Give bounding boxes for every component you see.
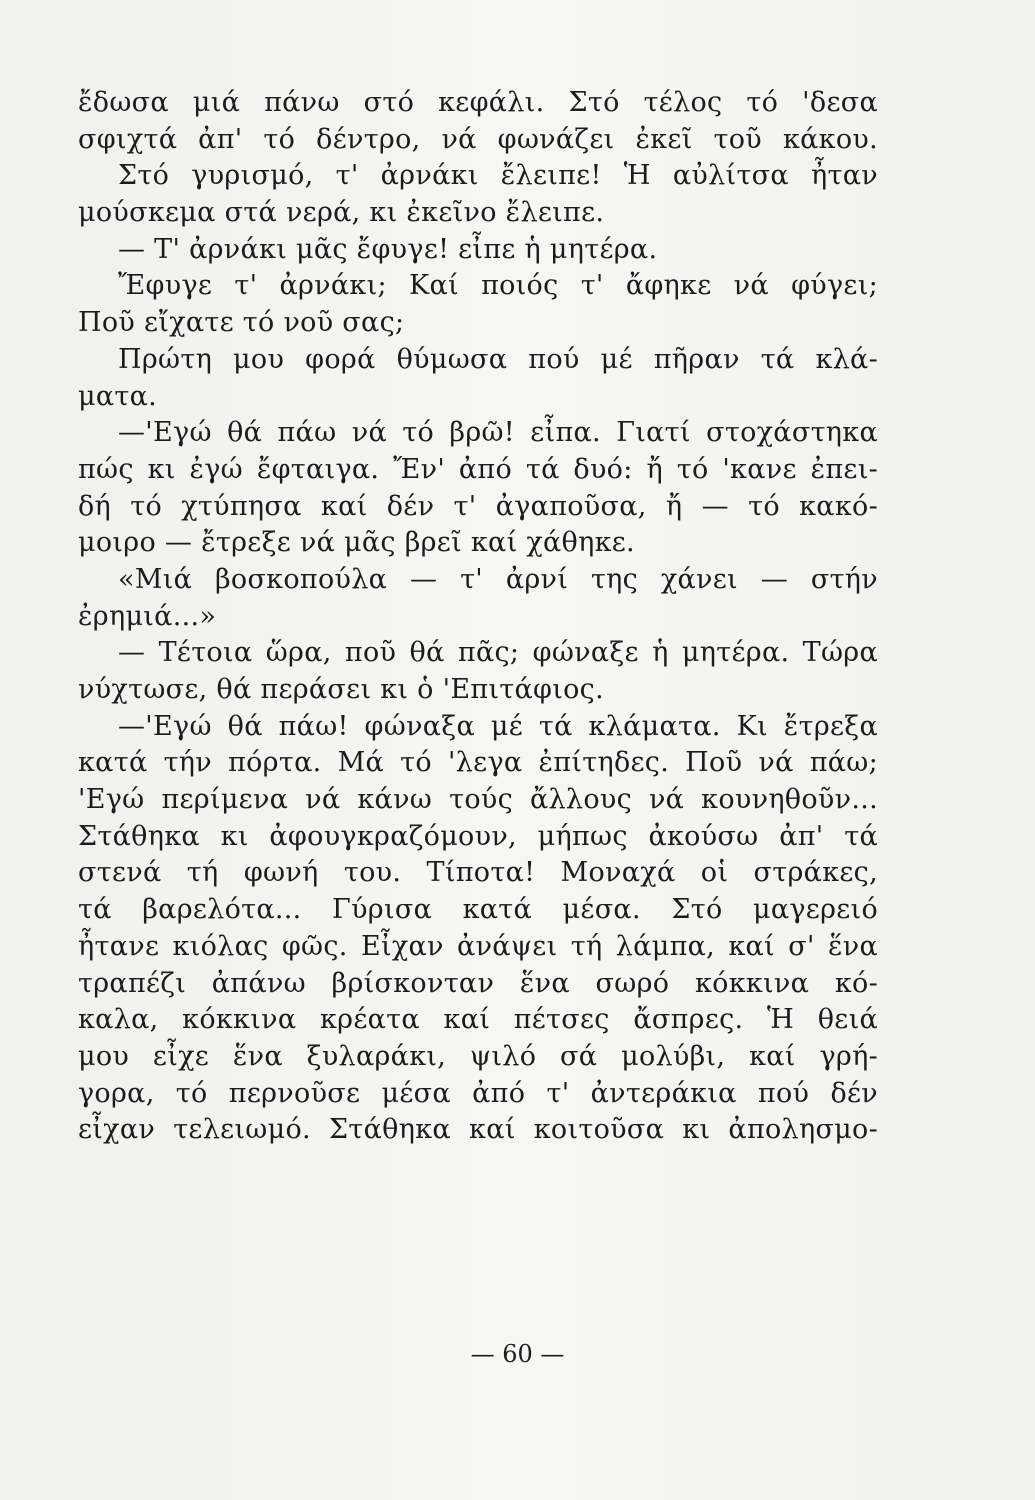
text-line: —'Εγώ θά πάω! φώναξα μέ τά κλάματα. Κι ἔτρεξα — [118, 710, 878, 742]
text-line: ἦτανε κιόλας φῶς. Εἶχαν ἀνάψει τή λάμπα, καί σ' ἕνα — [78, 930, 878, 962]
text-line: γορα, τό περνοῦσε μέσα ἀπό τ' ἀντεράκια πού δέν — [78, 1077, 878, 1109]
text-line: ἔδωσα μιά πάνω στό κεφάλι. Στό τέλος τό 'δεσα — [78, 87, 878, 118]
text-line: τραπέζι ἀπάνω βρίσκονταν ἕνα σωρό κόκκινα κό- — [78, 967, 878, 999]
text-line: δή τό χτύπησα καί δέν τ' ἀγαποῦσα, ἤ — τό κακό- — [78, 490, 878, 522]
text-line: Στό γυρισμό, τ' ἀρνάκι ἔλειπε! Ἡ αὐλίτσα ἦταν — [118, 160, 878, 192]
text-line: μοιρο — ἔτρεξε νά μᾶς βρεῖ καί χάθηκε. — [78, 527, 635, 559]
text-line: στενά τή φωνή του. Τίποτα! Μοναχά οἱ στράκες, — [78, 857, 878, 889]
text-line: μούσκεμα στά νερά, κι ἐκεῖνο ἔλειπε. — [78, 197, 605, 229]
text-line: — Τέτοια ὥρα, ποῦ θά πᾶς; φώναξε ἡ μητέρα. Τώρα — [118, 637, 878, 669]
text-line: Ἔφυγε τ' ἀρνάκι; Καί ποιός τ' ἄφηκε νά φύγει; — [118, 270, 878, 302]
text-line: κατά τήν πόρτα. Μά τό 'λεγα ἐπίτηδες. Ποῦ νά πάω; — [78, 747, 878, 779]
body-text — [78, 85, 878, 1149]
text-line: σφιχτά ἀπ' τό δέντρο, νά φωνάζει ἐκεῖ τοῦ κάκου. — [78, 123, 878, 155]
text-line: ἐρημιά...» — [78, 600, 217, 632]
text-line: ματα. — [78, 380, 158, 412]
text-line: πώς κι ἐγώ ἔφταιγα. Ἔν' ἀπό τά δυό: ἤ τό 'κανε ἐπει- — [78, 453, 878, 485]
text-line: Στάθηκα κι ἀφουγκραζόμουν, μήπως ἀκούσω ἀπ' τά — [78, 820, 878, 852]
text-line: «Μιά βοσκοπούλα — τ' ἀρνί της χάνει — στήν — [118, 563, 878, 595]
text-line: καλα, κόκκινα κρέατα καί πέτσες ἄσπρες. Ἡ θειά — [78, 1004, 878, 1036]
text-line: — Τ' ἀρνάκι μᾶς ἔφυγε! εἶπε ἡ μητέρα. — [118, 233, 658, 265]
text-line: νύχτωσε, θά περάσει κι ὁ 'Επιτάφιος. — [78, 674, 604, 705]
text-line: —'Εγώ θά πάω νά τό βρῶ! εἶπα. Γιατί στοχάστηκα — [118, 417, 878, 449]
text-line: Ποῦ εἴχατε τό νοῦ σας; — [78, 307, 405, 339]
page-number: — 60 — — [470, 1340, 565, 1368]
text-line: μου εἶχε ἕνα ξυλαράκι, ψιλό σά μολύβι, καί γρή- — [78, 1040, 878, 1072]
text-line: Πρώτη μου φορά θύμωσα πού μέ πῆραν τά κλά- — [118, 343, 878, 375]
text-line: 'Εγώ περίμενα νά κάνω τούς ἄλλους νά κουνηθοῦν... — [78, 784, 878, 816]
text-line: εἶχαν τελειωμό. Στάθηκα καί κοιτοῦσα κι ἀπολησμο- — [78, 1114, 878, 1146]
text-line: τά βαρελότα... Γύρισα κατά μέσα. Στό μαγερειό — [78, 894, 878, 926]
